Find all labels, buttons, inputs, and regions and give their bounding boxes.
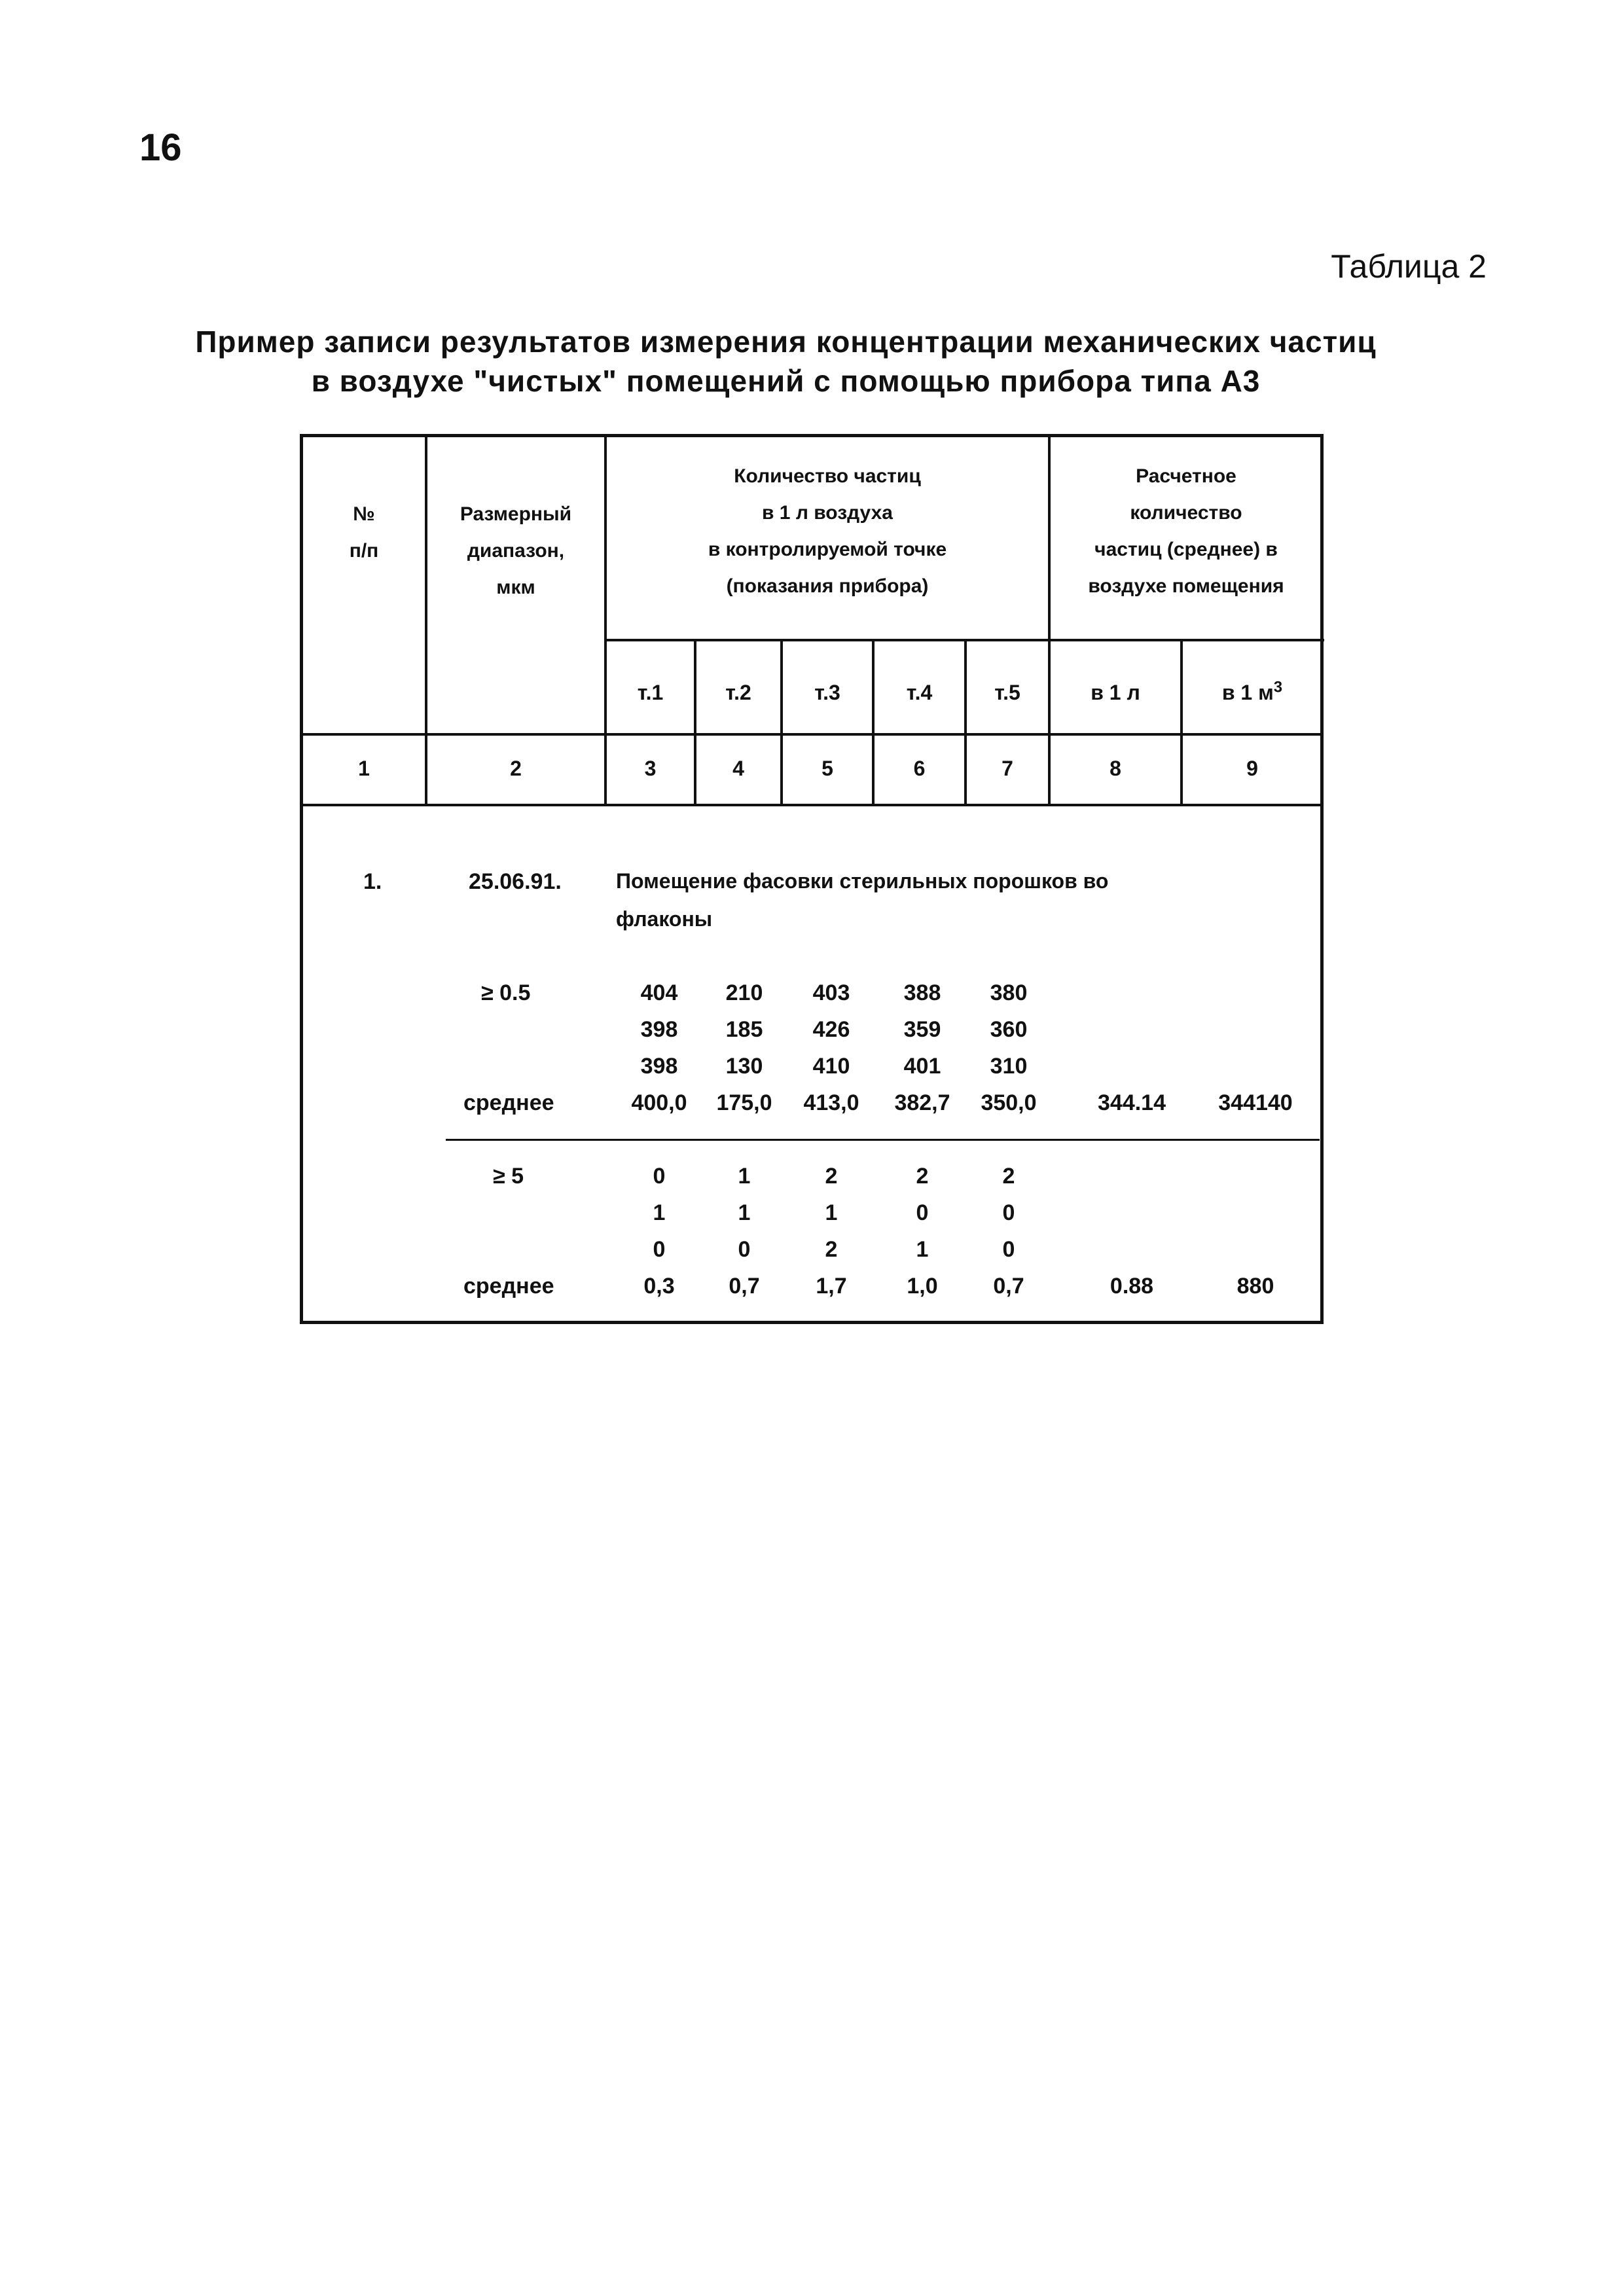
value-cell: 0: [916, 1200, 929, 1225]
header-particle-count: Количество частиц в 1 л воздуха в контролируемой точке (показания прибора): [708, 465, 947, 597]
average-cell: 1,0: [907, 1274, 938, 1299]
value-cell: 1: [738, 1164, 751, 1189]
value-cell: 401: [903, 1054, 941, 1079]
header-point-3: т.3: [814, 681, 840, 704]
average-cell: 0,3: [643, 1274, 675, 1299]
calc-per-m3: 344140: [1218, 1090, 1293, 1115]
average-cell: 350,0: [981, 1090, 1037, 1115]
table-caption-line-2: в воздухе "чистых" помещений с помощью прибора типа А3: [311, 364, 1261, 398]
value-cell: 398: [640, 1017, 678, 1042]
record-number: 1.: [363, 869, 382, 894]
value-cell: 2: [916, 1164, 929, 1189]
header-calculated-count: Расчетное количество частиц (среднее) в воздухе помещения: [1088, 465, 1284, 597]
value-cell: 310: [990, 1054, 1028, 1079]
range-label-5: ≥ 5: [493, 1164, 524, 1189]
value-cell: 1: [825, 1200, 838, 1225]
value-cell: 380: [990, 980, 1028, 1005]
numbers-row-bottom-line: [303, 804, 1322, 806]
value-cell: 388: [903, 980, 941, 1005]
value-cell: 1: [916, 1237, 929, 1262]
col-number-8: 8: [1110, 757, 1121, 780]
value-cell: 2: [825, 1237, 838, 1262]
value-cell: 0: [653, 1237, 666, 1262]
average-cell: 0,7: [729, 1274, 760, 1299]
average-cell: 413,0: [803, 1090, 859, 1115]
record-date: 25.06.91.: [469, 869, 562, 894]
calc-per-m3: 880: [1236, 1274, 1274, 1299]
value-cell: 403: [812, 980, 850, 1005]
header-size-range: Размерный диапазон, мкм: [460, 503, 572, 598]
average-cell: 175,0: [716, 1090, 772, 1115]
header-unit-m3: в 1 $м^3$: [1221, 678, 1283, 704]
value-cell: 426: [812, 1017, 850, 1042]
col-number-4: 4: [732, 757, 744, 780]
average-cell: 400,0: [631, 1090, 687, 1115]
average-label: среднее: [463, 1274, 554, 1299]
room-description-line-1: Помещение фасовки стерильных порошков во: [616, 869, 1109, 893]
header-point-5: т.5: [994, 681, 1020, 704]
room-description-line-2: флаконы: [616, 907, 713, 931]
header-bottom-line: [303, 733, 1322, 736]
value-cell: 404: [640, 980, 678, 1005]
average-label: среднее: [463, 1090, 554, 1115]
page-number: 16: [139, 126, 182, 169]
value-cell: 0: [1002, 1237, 1015, 1262]
table-caption-line-1: Пример записи результатов измерения концентрации механических частиц: [195, 325, 1377, 359]
header-point-4: т.4: [906, 681, 933, 704]
col-number-1: 1: [358, 757, 370, 780]
value-cell: 2: [825, 1164, 838, 1189]
col-number-9: 9: [1246, 757, 1258, 780]
calc-per-litre: 0.88: [1110, 1274, 1154, 1299]
col-number-7: 7: [1001, 757, 1013, 780]
value-cell: 1: [653, 1200, 666, 1225]
col-number-2: 2: [510, 757, 522, 780]
calc-per-litre: 344.14: [1098, 1090, 1166, 1115]
range-label-0-5: ≥ 0.5: [481, 980, 531, 1005]
value-cell: 0: [1002, 1200, 1015, 1225]
header-point-2: т.2: [725, 681, 751, 704]
measurement-table: [300, 434, 1324, 1324]
value-cell: 0: [653, 1164, 666, 1189]
value-cell: 0: [738, 1237, 751, 1262]
value-cell: 359: [903, 1017, 941, 1042]
header-unit-litre: в 1 л: [1091, 681, 1140, 704]
col-number-5: 5: [821, 757, 833, 780]
value-cell: 410: [812, 1054, 850, 1079]
average-cell: 1,7: [816, 1274, 847, 1299]
group-separator: [446, 1139, 1320, 1141]
header-no: № п/п: [349, 503, 379, 562]
value-cell: 210: [725, 980, 763, 1005]
table-label: Таблица 2: [1331, 248, 1487, 285]
value-cell: 185: [725, 1017, 763, 1042]
value-cell: 130: [725, 1054, 763, 1079]
value-cell: 1: [738, 1200, 751, 1225]
header-point-1: т.1: [637, 681, 664, 704]
value-cell: 2: [1002, 1164, 1015, 1189]
value-cell: 360: [990, 1017, 1028, 1042]
average-cell: 382,7: [894, 1090, 950, 1115]
col-number-3: 3: [644, 757, 657, 780]
average-cell: 0,7: [993, 1274, 1024, 1299]
col-number-6: 6: [913, 757, 926, 780]
value-cell: 398: [640, 1054, 678, 1079]
